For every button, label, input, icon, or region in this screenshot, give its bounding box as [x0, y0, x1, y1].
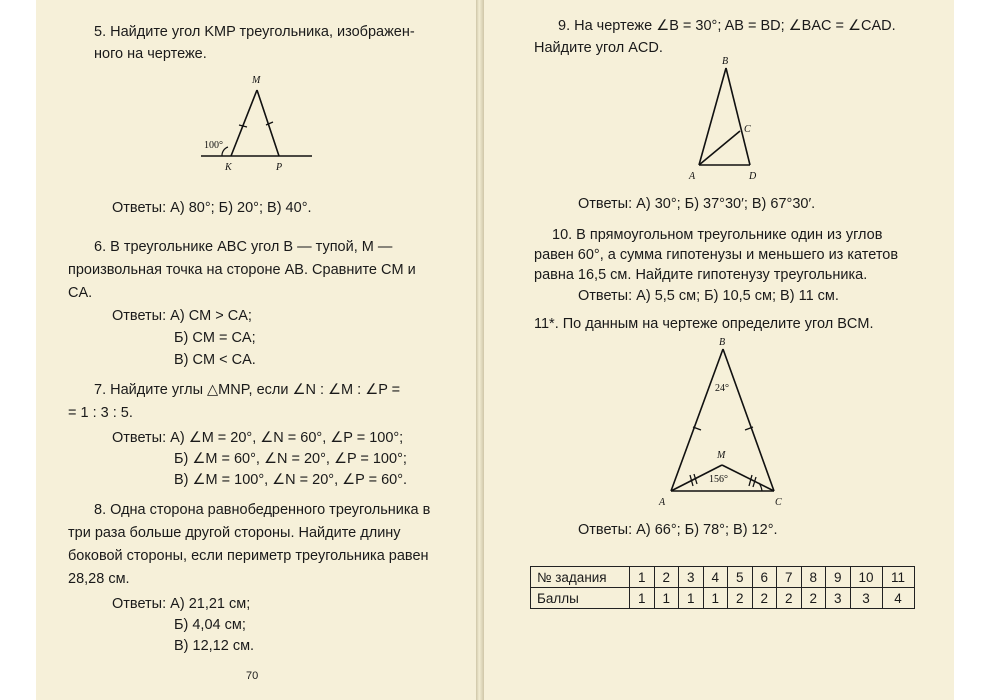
task-cell: 3 [679, 567, 704, 588]
problem-8-line-3: боковой стороны, если периметр треугольника равен [68, 548, 429, 564]
book-gutter [476, 0, 484, 700]
problem-8-answer-a: Ответы: А) 21,21 см; [112, 596, 251, 612]
task-cell: 5 [728, 567, 753, 588]
figure-triangle-kmp [196, 70, 356, 180]
problem-6-answer-b: Б) CM = CA; [174, 330, 256, 346]
figure-triangle-abc [649, 335, 789, 515]
task-cell: 6 [752, 567, 777, 588]
problem-10-line-2: равен 60°, а сумма гипотенузы и меньшего из катетов [534, 247, 899, 263]
score-cell: 2 [801, 588, 826, 609]
label-a: A [659, 497, 666, 508]
label-k: K [225, 162, 232, 173]
score-cell: 1 [679, 588, 704, 609]
problem-9-line-2: Найдите угол ACD. [534, 40, 663, 56]
table-row-tasks [531, 567, 915, 588]
problem-7-line-2: = 1 : 3 : 5. [68, 405, 133, 421]
label-m: M [252, 75, 261, 86]
table-head-score: Баллы [531, 588, 630, 609]
problem-5-line-1: 5. Найдите угол KMP треугольника, изображен- [94, 24, 415, 40]
score-cell: 1 [630, 588, 655, 609]
task-cell: 10 [850, 567, 882, 588]
label-p: P [276, 162, 283, 173]
problem-6-line-1: 6. В треугольнике ABC угол B — тупой, M — [94, 239, 393, 255]
table-row-scores [531, 588, 915, 609]
label-b: B [722, 56, 729, 67]
score-cell: 2 [728, 588, 753, 609]
score-cell: 2 [752, 588, 777, 609]
label-b: B [719, 337, 726, 348]
problem-6-line-2: произвольная точка на стороне AB. Сравните CM и [68, 262, 416, 278]
score-cell: 4 [882, 588, 914, 609]
problem-7-answer-c: В) ∠M = 100°, ∠N = 20°, ∠P = 60°. [174, 472, 408, 488]
task-cell: 7 [777, 567, 802, 588]
label-d: D [749, 171, 757, 182]
table-head-task: № задания [531, 567, 630, 588]
page-number: 70 [246, 670, 259, 682]
problem-10-line-3: равна 16,5 см. Найдите гипотенузу треугольника. [534, 267, 868, 283]
problem-11-answers: Ответы: А) 66°; Б) 78°; В) 12°. [578, 522, 778, 538]
side-km [231, 90, 257, 156]
task-cell: 2 [654, 567, 679, 588]
label-angle-24: 24° [715, 383, 729, 394]
score-cell: 1 [703, 588, 728, 609]
task-cell: 4 [703, 567, 728, 588]
side-ab [671, 349, 723, 491]
problem-7-line-1: 7. Найдите углы △MNP, если ∠N : ∠M : ∠P = [94, 382, 401, 398]
score-cell: 2 [777, 588, 802, 609]
task-cell: 9 [826, 567, 851, 588]
problem-8-answer-c: В) 12,12 см. [174, 638, 255, 654]
problem-5-line-2: ного на чертеже. [94, 46, 207, 62]
problem-7-answer-a: Ответы: А) ∠M = 20°, ∠N = 60°, ∠P = 100°; [112, 430, 404, 446]
problem-8-line-2: три раза больше другой стороны. Найдите длину [68, 525, 401, 541]
score-cell: 3 [826, 588, 851, 609]
problem-7-answer-b: Б) ∠M = 60°, ∠N = 20°, ∠P = 100°; [174, 451, 407, 467]
right-page [484, 0, 954, 700]
task-cell: 11 [882, 567, 914, 588]
side-mp [257, 90, 279, 156]
label-a: A [689, 171, 696, 182]
label-angle-100: 100° [204, 140, 223, 151]
figure-triangle-abd [679, 55, 779, 185]
problem-9-line-1: 9. На чертеже ∠B = 30°; AB = BD; ∠BAC = ∠CAD. [558, 18, 896, 34]
scores-table [530, 566, 915, 609]
task-cell: 8 [801, 567, 826, 588]
side-bd [726, 68, 750, 165]
problem-9-answers: Ответы: А) 30°; Б) 37°30′; В) 67°30′. [578, 196, 816, 212]
problem-8-line-4: 28,28 см. [68, 571, 130, 587]
problem-8-line-1: 8. Одна сторона равнобедренного треугольника в [94, 502, 431, 518]
label-angle-156: 156° [709, 474, 728, 485]
score-cell: 3 [850, 588, 882, 609]
score-cell: 1 [654, 588, 679, 609]
problem-5-answers: Ответы: А) 80°; Б) 20°; В) 40°. [112, 200, 312, 216]
task-cell: 1 [630, 567, 655, 588]
problem-11-line-1: 11*. По данным на чертеже определите угол BCM. [534, 316, 874, 332]
label-c: C [775, 497, 782, 508]
problem-6-answer-c: В) CM < CA. [174, 352, 256, 368]
problem-6-line-3: CA. [68, 285, 93, 301]
left-page [36, 0, 476, 700]
label-m: M [717, 450, 726, 461]
problem-10-line-1: 10. В прямоугольном треугольнике один из углов [552, 227, 883, 243]
side-ab [699, 68, 726, 165]
segment-ac [699, 131, 740, 165]
label-c: C [744, 124, 751, 135]
problem-6-answer-a: Ответы: А) CM > CA; [112, 308, 252, 324]
problem-8-answer-b: Б) 4,04 см; [174, 617, 246, 633]
problem-10-answers: Ответы: А) 5,5 см; Б) 10,5 см; В) 11 см. [578, 288, 839, 304]
